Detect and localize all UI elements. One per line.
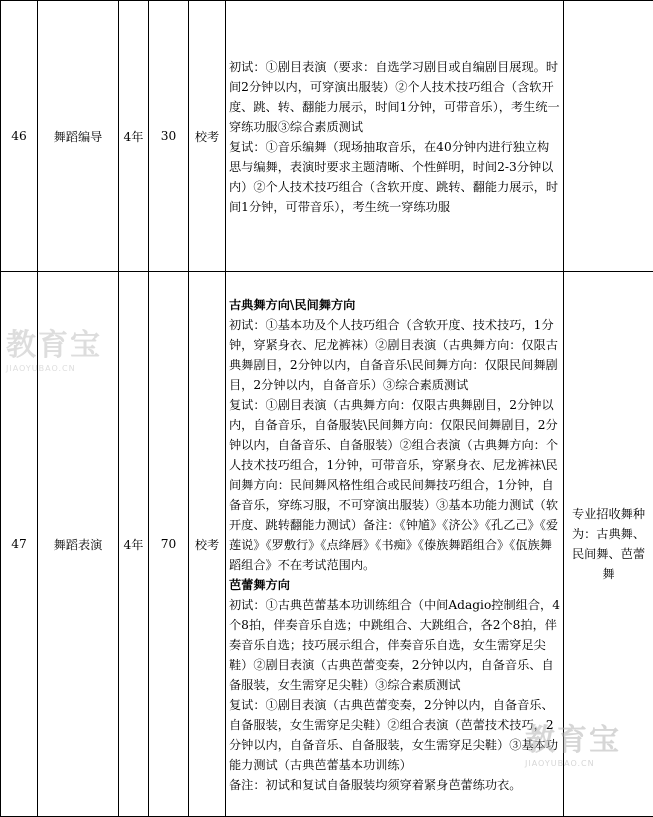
table-row <box>1 1 653 272</box>
exam-type: 校考 <box>189 272 226 817</box>
major-name: 舞蹈表演 <box>38 272 119 817</box>
exam-type: 校考 <box>189 1 226 272</box>
exam-requirements <box>226 1 564 272</box>
remarks <box>564 1 653 272</box>
retest-exam-text: 复试：①剧目表演（古典舞方向：仅限古典舞剧目，2分钟以内，自备音乐，自备服装\民间舞方向：仅限民间舞剧目，2分钟以内，自备音乐、自备服装）②组合表演（古典舞方向：个人技术技巧组合，1分钟，可带音乐，穿紧身衣、尼龙裤袜\民间舞方向：民间舞风格性组合或民间舞技巧组合，1分钟，自备音乐，穿练习服，不可穿演出服装）③基本功能力测试（软开度、跳转翻能力测试）备注：《钟馗》《济公》《孔乙己》《爱莲说》《罗敷行》《点绛唇》《书痴》《傣族舞蹈组合》《佤族舞蹈组合》不在考试范围内。 <box>229 395 561 575</box>
ballet-preliminary-text: 初试：①古典芭蕾基本功训练组合（中间Adagio控制组合，4个8拍，伴奏音乐自选；中跳组合、大跳组合，各2个8拍，伴奏音乐自选；技巧展示组合，伴奏音乐自选，女生需穿足尖鞋）②剧目表演（古典芭蕾变奏，2分钟以内，自备音乐、自备服装，女生需穿足尖鞋）③综合素质测试 <box>229 595 561 695</box>
enrollment-quota: 70 <box>149 272 189 817</box>
watermark-logo: 教育宝 JIAOYUBAO.CN <box>525 715 621 768</box>
remarks: 专业招收舞种为：古典舞、民间舞、芭蕾舞 <box>564 272 653 817</box>
section-title-ballet: 芭蕾舞方向 <box>229 575 561 595</box>
study-years: 4年 <box>119 1 149 272</box>
watermark-logo: 教育宝 JIAOYUBAO.CN <box>6 320 102 373</box>
preliminary-exam-text: 初试：①基本功及个人技巧组合（含软开度、技术技巧，1分钟，穿紧身衣、尼龙裤袜）②剧目表演（古典舞方向：仅限古典舞剧目，2分钟以内，自备音乐\民间舞方向：仅限民间舞剧目，2分钟以内，自备音乐）③综合素质测试 <box>229 315 561 395</box>
exam-requirements <box>226 272 564 817</box>
major-name: 舞蹈编导 <box>38 1 119 272</box>
ballet-retest-text: 复试：①剧目表演（古典芭蕾变奏，2分钟以内，自备音乐、自备服装，女生需穿足尖鞋）②组合表演（芭蕾技术技巧，2分钟以内，自备音乐、自备服装，女生需穿足尖鞋）③基本功能力测试（古典芭蕾基本功训练） <box>229 695 561 775</box>
section-title-classical-folk: 古典舞方向\民间舞方向 <box>229 295 561 315</box>
retest-exam-text: 复试：①音乐编舞（现场抽取音乐，在40分钟内进行独立构思与编舞，表演时要求主题清晰、个性鲜明，时间2-3分钟以内）②个人技术技巧组合（含软开度、跳转、翻能力展示，时间1分钟，可带音乐），考生统一穿练功服 <box>229 137 561 217</box>
row-number: 46 <box>1 1 38 272</box>
enrollment-quota: 30 <box>149 1 189 272</box>
row-number: 47 <box>1 272 38 817</box>
preliminary-exam-text: 初试：①剧目表演（要求：自选学习剧目或自编剧目展现。时间2分钟以内，可穿演出服装）②个人技术技巧组合（含软开度、跳、转、翻能力展示，时间1分钟，可带音乐），考生统一穿练功服③综合素质测试 <box>229 57 561 137</box>
ballet-remark-text: 备注：初试和复试自备服装均须穿着紧身芭蕾练功衣。 <box>229 775 561 795</box>
table-row <box>1 272 653 817</box>
study-years: 4年 <box>119 272 149 817</box>
